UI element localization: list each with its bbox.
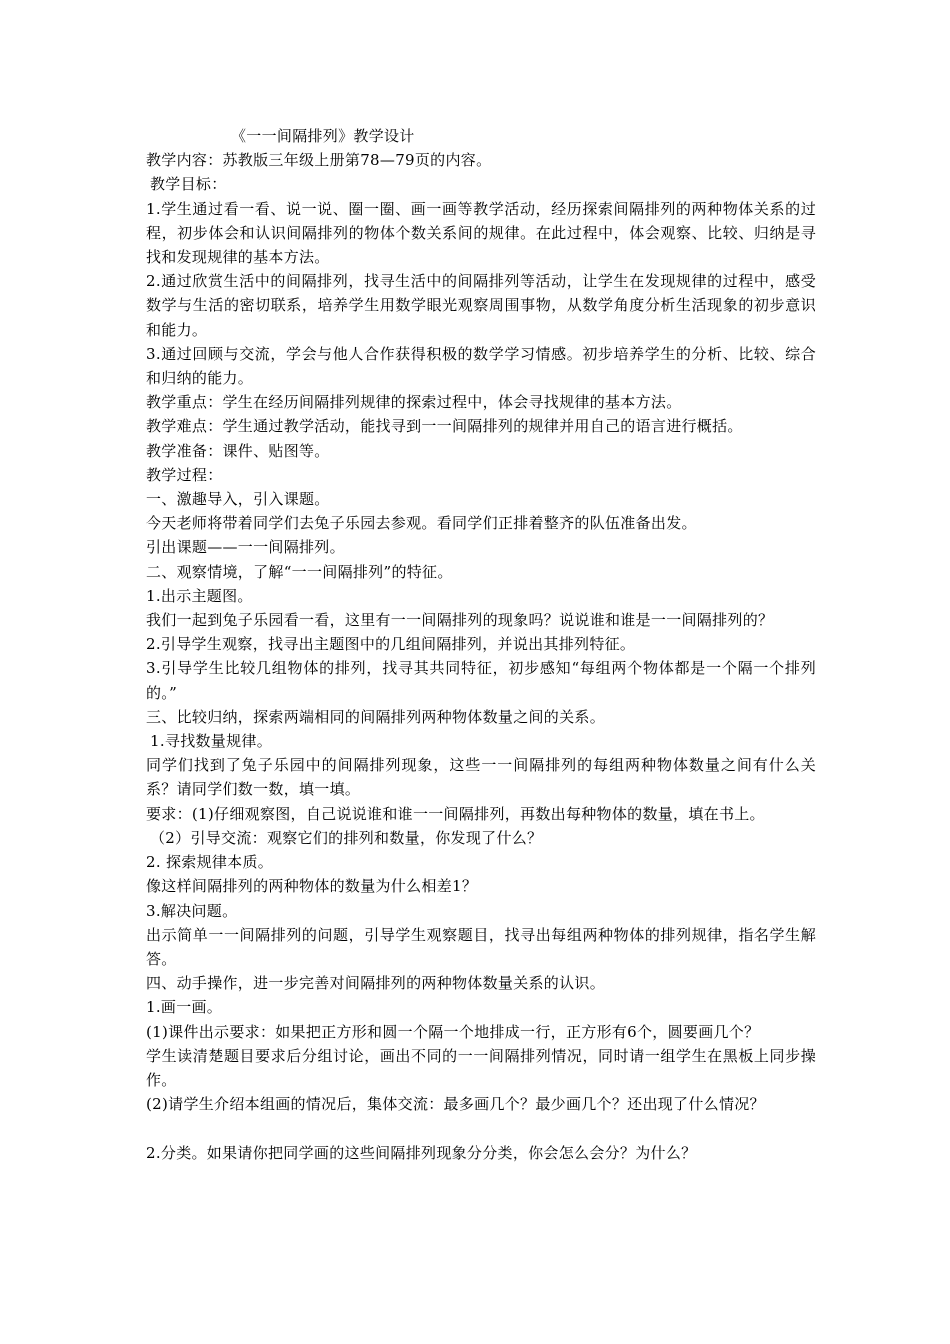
paragraph-2-3: 3.引导学生比较几组物体的排列，找寻其共同特征，初步感知“每组两个物体都是一个隔一个排列的。” xyxy=(146,659,816,702)
paragraph-goal-2: 2.通过欣赏生活中的间隔排列，找寻生活中的间隔排列等活动，让学生在发现规律的过程中，感受数学与生活的密切联系，培养学生用数学眼光观察周围事物，从数学角度分析生活现象的初步意识和能力。 xyxy=(146,272,816,339)
paragraph-guide-exchange: （2）引导交流：观察它们的排列和数量，你发现了什么？ xyxy=(150,828,543,847)
paragraph-4-1-exchange: (2)请学生介绍本组画的情况后，集体交流：最多画几个？最少画几个？还出现了什么情况？ xyxy=(146,1095,765,1114)
paragraph-2-1-text: 我们一起到兔子乐园看一看，这里有一一间隔排列的现象吗？说说谁和谁是一一间隔排列的？ xyxy=(146,611,774,630)
paragraph-3-1-text: 同学们找到了兔子乐园中的间隔排列现象，这些一一间隔排列的每组两种物体数量之间有什么关系？请同学们数一数，填一填。 xyxy=(146,756,816,799)
paragraph-4-1: 1.画一画。 xyxy=(146,998,223,1017)
paragraph-4-1-req: (1)课件出示要求：如果把正方形和圆一个隔一个地排成一行，正方形有6个，圆要画几个？ xyxy=(146,1022,760,1041)
paragraph-2-1: 1.出示主题图。 xyxy=(146,586,253,605)
paragraph-preparation: 教学准备：课件、贴图等。 xyxy=(146,441,330,460)
paragraph-difficulties: 教学难点：学生通过教学活动，能找寻到一一间隔排列的规律并用自己的语言进行概括。 xyxy=(146,417,743,436)
paragraph-intro: 今天老师将带着同学们去兔子乐园去参观。看同学们正排着整齐的队伍准备出发。 xyxy=(146,514,697,533)
blank-line xyxy=(146,1116,816,1140)
paragraph-4-1-discussion: 学生读清楚题目要求后分组讨论，画出不同的一一间隔排列情况，同时请一组学生在黑板上同步操作。 xyxy=(146,1046,816,1089)
paragraph-goal-1: 1.学生通过看一看、说一说、圈一圈、画一画等教学活动，经历探索间隔排列的两种物体关系的过程，初步体会和认识间隔排列的物体个数关系间的规律。在此过程中，体会观察、比较、归纳是寻找和发现规律的基本方法。 xyxy=(146,199,816,267)
paragraph-2-2: 2.引导学生观察，找寻出主题图中的几组间隔排列，并说出其排列特征。 xyxy=(146,635,636,654)
paragraph-3-1: 1.寻找数量规律。 xyxy=(150,732,273,751)
paragraph-key-points: 教学重点：学生在经历间隔排列规律的探索过程中，体会寻找规律的基本方法。 xyxy=(146,393,682,412)
section-1-heading: 一、激趣导入，引入课题。 xyxy=(146,490,330,509)
paragraph-3-3-text: 出示简单一一间隔排列的问题，引导学生观察题目，找寻出每组两种物体的排列规律，指名学生解答。 xyxy=(146,925,816,968)
paragraph-teaching-content: 教学内容：苏教版三年级上册第78—79页的内容。 xyxy=(146,151,492,170)
section-2-heading: 二、观察情境，了解“一一间隔排列”的特征。 xyxy=(146,562,453,581)
paragraph-goal-3: 3.通过回顾与交流，学会与他人合作获得积极的数学学习情感。初步培养学生的分析、比较、综合和归纳的能力。 xyxy=(146,344,816,388)
document-title: 《一一间隔排列》教学设计 xyxy=(231,127,415,145)
paragraph-3-2: 2. 探索规律本质。 xyxy=(146,853,274,872)
section-3-heading: 三、比较归纳，探索两端相同的间隔排列两种物体数量之间的关系。 xyxy=(146,707,606,726)
paragraph-requirement: 要求：(1)仔细观察图，自己说说谁和谁一一间隔排列，再数出每种物体的数量，填在书上。 xyxy=(146,804,765,823)
paragraph-3-3: 3.解决问题。 xyxy=(146,901,238,920)
paragraph-teaching-goals-heading: 教学目标： xyxy=(150,175,227,194)
paragraph-4-2: 2.分类。如果请你把同学画的这些间隔排列现象分分类，你会怎么会分？为什么？ xyxy=(146,1143,697,1162)
document-body xyxy=(146,124,816,1165)
paragraph-topic: 引出课题——一一间隔排列。 xyxy=(146,538,345,557)
section-4-heading: 四、动手操作，进一步完善对间隔排列的两种物体数量关系的认识。 xyxy=(146,974,606,993)
paragraph-3-2-text: 像这样间隔排列的两种物体的数量为什么相差1？ xyxy=(146,877,478,896)
paragraph-process-heading: 教学过程： xyxy=(146,465,223,484)
